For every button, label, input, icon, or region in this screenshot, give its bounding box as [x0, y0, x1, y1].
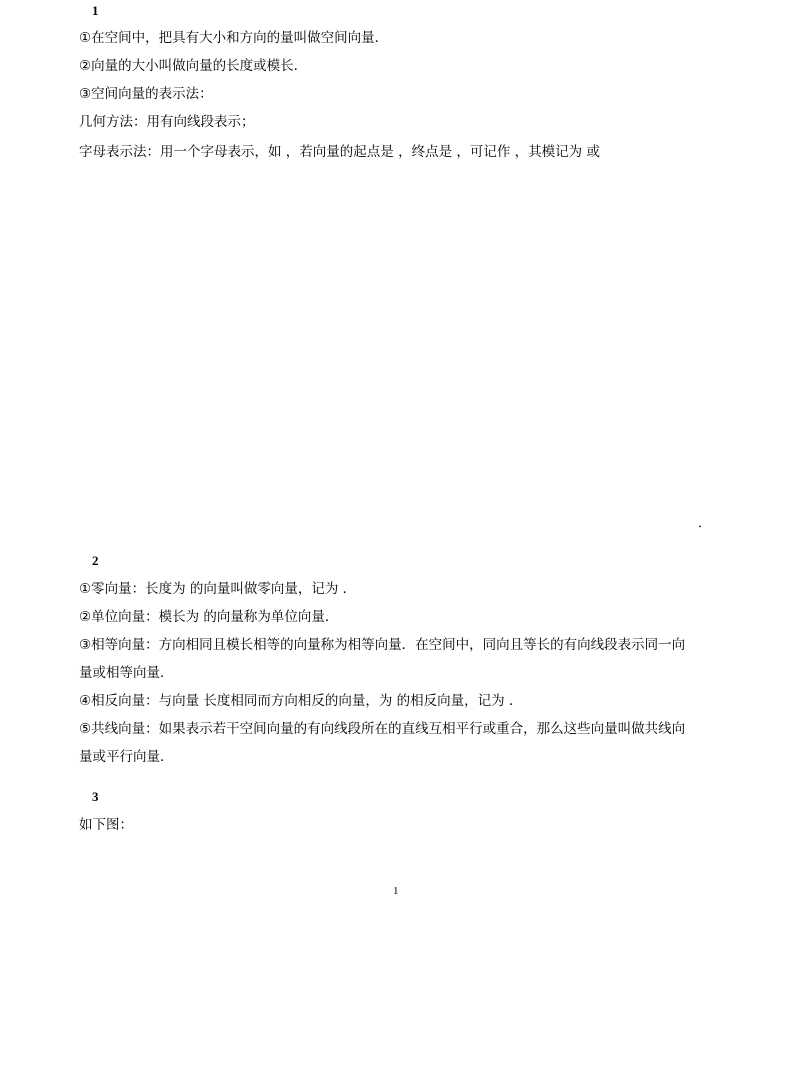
- section-1-number: 1: [92, 3, 99, 18]
- text-line: ①零向量：长度为 的向量叫做零向量，记为 ．: [79, 581, 357, 597]
- text-line: 如下图：: [79, 817, 133, 833]
- text-line: ①在空间中，把具有大小和方向的量叫做空间向量．: [79, 30, 389, 46]
- section-3-number: 3: [92, 789, 99, 804]
- text-line: 字母表示法：用一个字母表示，如 ，若向量的起点是 ，终点是 ，可记作 ，其模记为 或: [79, 144, 600, 160]
- text-line: ②向量的大小叫做向量的长度或模长．: [79, 58, 308, 74]
- text-line: 几何方法：用有向线段表示；: [79, 114, 255, 130]
- text-line: 量或相等向量．: [79, 665, 174, 681]
- text-line: ④相反向量：与向量 长度相同而方向相反的向量，为 的相反向量，记为 ．: [79, 693, 523, 709]
- text-line: ③空间向量的表示法：: [79, 86, 213, 102]
- text-line: ⑤共线向量：如果表示若干空间向量的有向线段所在的直线互相平行或重合，那么这些向量叫做共线向: [79, 721, 686, 737]
- page-number: 1: [393, 885, 399, 897]
- text-line: ③相等向量：方向相同且模长相等的向量称为相等向量．在空间中，同向且等长的有向线段表示同一向: [79, 637, 686, 653]
- text-line: ②单位向量：模长为 的向量称为单位向量．: [79, 609, 339, 625]
- text-line: 量或平行向量．: [79, 749, 174, 765]
- section-2-number: 2: [92, 553, 99, 568]
- trailing-dot: ．: [698, 516, 712, 531]
